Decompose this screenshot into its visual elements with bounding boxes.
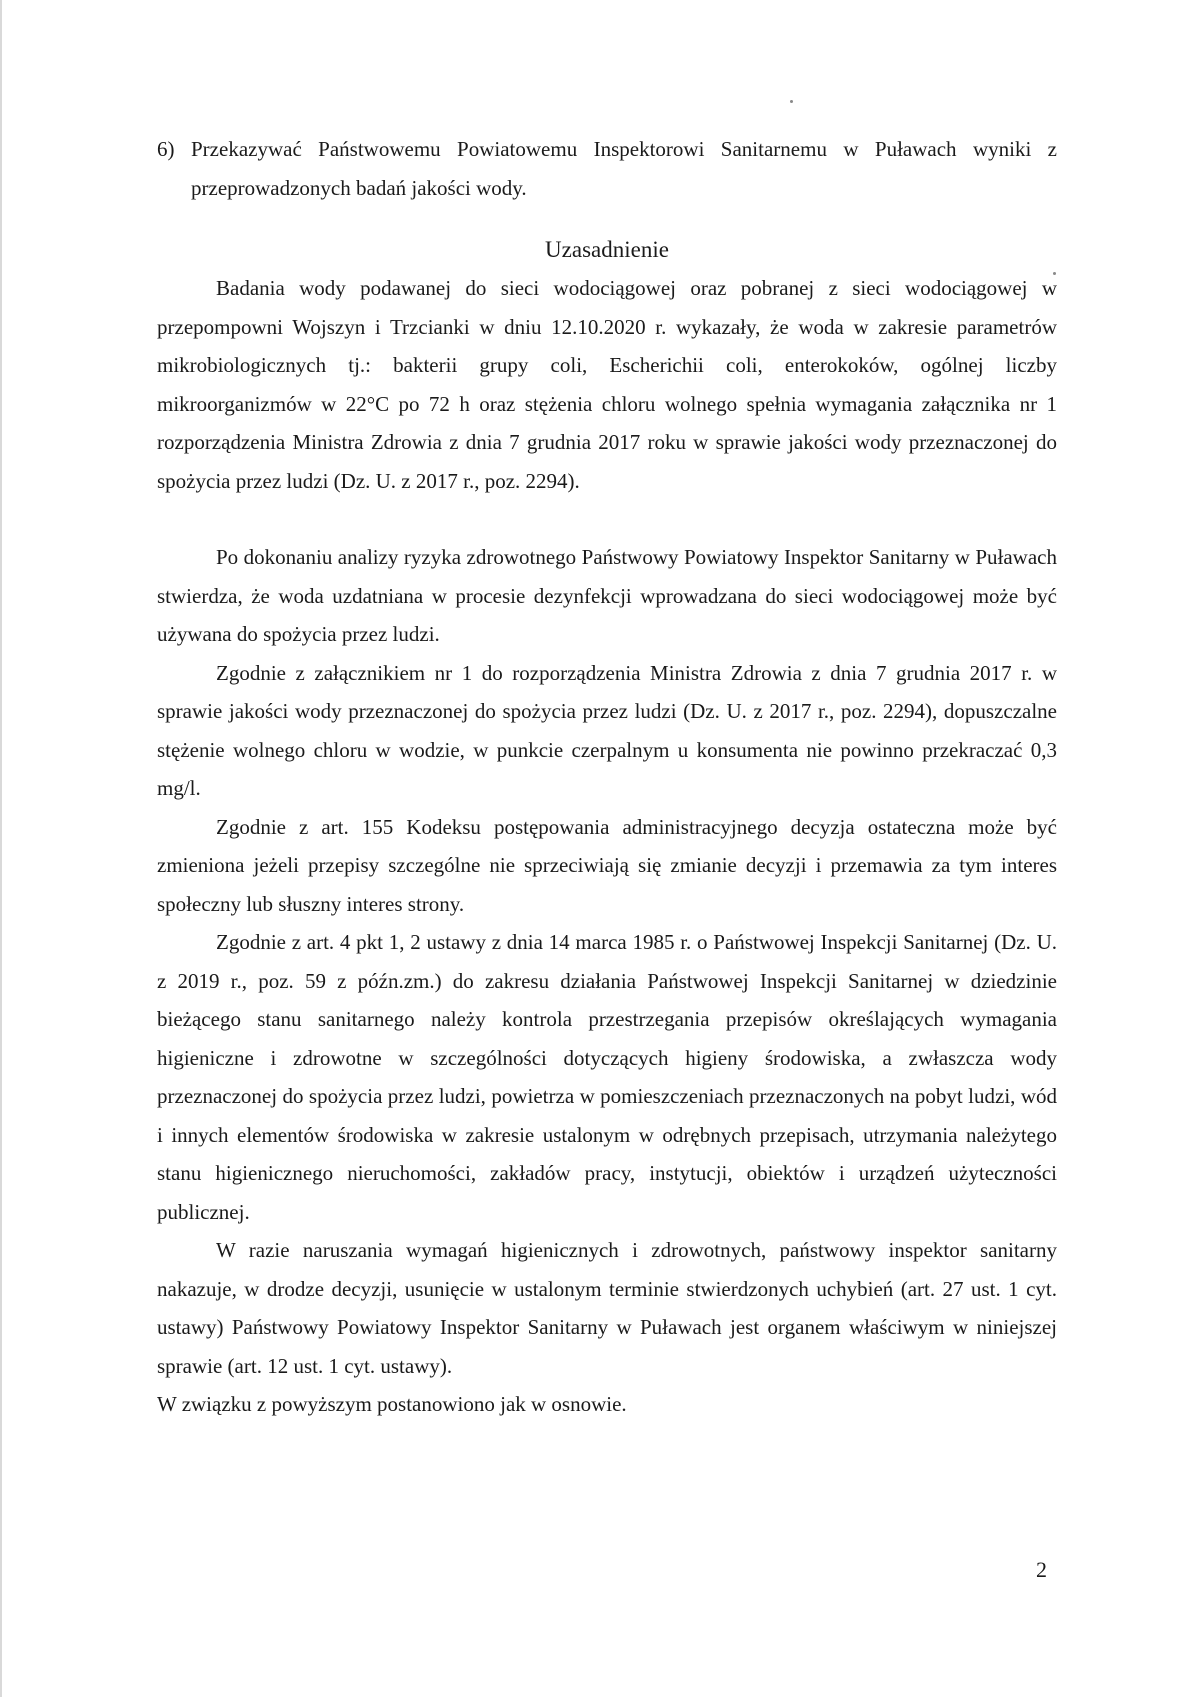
paragraph-test-results: Badania wody podawanej do sieci wodociągowej oraz pobranej z sieci wodociągowej w przepompowni Wojszyn i Trzcianki w dniu 12.10.2020 r. wykazały, że woda w zakresie parametrów mikrobiologicznych tj.: bakterii grupy coli, Escherichii coli, enterokoków, ogólnej liczby mikroorganizmów w 22°C po 72 h oraz stężenia chloru wolnego spełnia wymagania załącznika nr 1 rozporządzenia Ministra Zdrowia z dnia 7 grudnia 2017 roku w sprawie jakości wody przeznaczonej do spożycia przez ludzi (Dz. U. z 2017 r., poz. 2294). bbox=[157, 276, 1057, 493]
list-item-6 bbox=[157, 130, 1057, 207]
scan-speck bbox=[790, 100, 793, 103]
scan-edge bbox=[0, 0, 2, 1697]
list-item-text: Przekazywać Państwowemu Powiatowemu Inspektorowi Sanitarnemu w Puławach wyniki z przeprowadzonych badań jakości wody. bbox=[191, 137, 1057, 200]
paragraph-art-4: Zgodnie z art. 4 pkt 1, 2 ustawy z dnia 14 marca 1985 r. o Państwowej Inspekcji Sanitarnej (Dz. U. z 2019 r., poz. 59 z późn.zm.) do zakresu działania Państwowej Inspekcji Sanitarnej w dziedzinie bieżącego stanu sanitarnego należy kontrola przestrzegania przepisów określających wymagania higieniczne i zdrowotne w szczególności dotyczących higieny środowiska, a zwłaszcza wody przeznaczonej do spożycia przez ludzi, powietrza w pomieszczeniach przeznaczonych na pobyt ludzi, wód i innych elementów środowiska w zakresie ustalonym w odrębnych przepisach, utrzymania należytego stanu higienicznego nieruchomości, zakładów pracy, instytucji, obiektów i urządzeń użyteczności publicznej. bbox=[157, 930, 1057, 1224]
page-number: 2 bbox=[1036, 1557, 1047, 1582]
paragraph-closing: W związku z powyższym postanowiono jak w osnowie. bbox=[157, 1392, 627, 1416]
paragraph-chlorine-limit: Zgodnie z załącznikiem nr 1 do rozporządzenia Ministra Zdrowia z dnia 7 grudnia 2017 r. w sprawie jakości wody przeznaczonej do spożycia przez ludzi (Dz. U. z 2017 r., poz. 2294), dopuszczalne stężenie wolnego chloru w wodzie, w punkcie czerpalnym u konsumenta nie powinno przekraczać 0,3 mg/l. bbox=[157, 660, 1057, 800]
paragraph-art-155: Zgodnie z art. 155 Kodeksu postępowania administracyjnego decyzja ostateczna może być zmieniona jeżeli przepisy szczególne nie sprzeciwiają się zmianie decyzji i przemawia za tym interes społeczny lub słuszny interes strony. bbox=[157, 814, 1057, 916]
list-item-number: 6) bbox=[157, 137, 175, 161]
paragraph-risk-analysis: Po dokonaniu analizy ryzyka zdrowotnego Państwowy Powiatowy Inspektor Sanitarny w Puławach stwierdza, że woda uzdatniana w procesie dezynfekcji wprowadzana do sieci wodociągowej może być używana do spożycia przez ludzi. bbox=[157, 545, 1057, 646]
section-heading: Uzasadnienie bbox=[545, 237, 669, 262]
document-body bbox=[157, 130, 1057, 1424]
paragraph-violations: W razie naruszania wymagań higienicznych i zdrowotnych, państwowy inspektor sanitarny nakazuje, w drodze decyzji, usunięcie w ustalonym terminie stwierdzonych uchybień (art. 27 ust. 1 cyt. ustawy) Państwowy Powiatowy Inspektor Sanitarny w Puławach jest organem właściwym w niniejszej sprawie (art. 12 ust. 1 cyt. ustawy). bbox=[157, 1238, 1057, 1378]
